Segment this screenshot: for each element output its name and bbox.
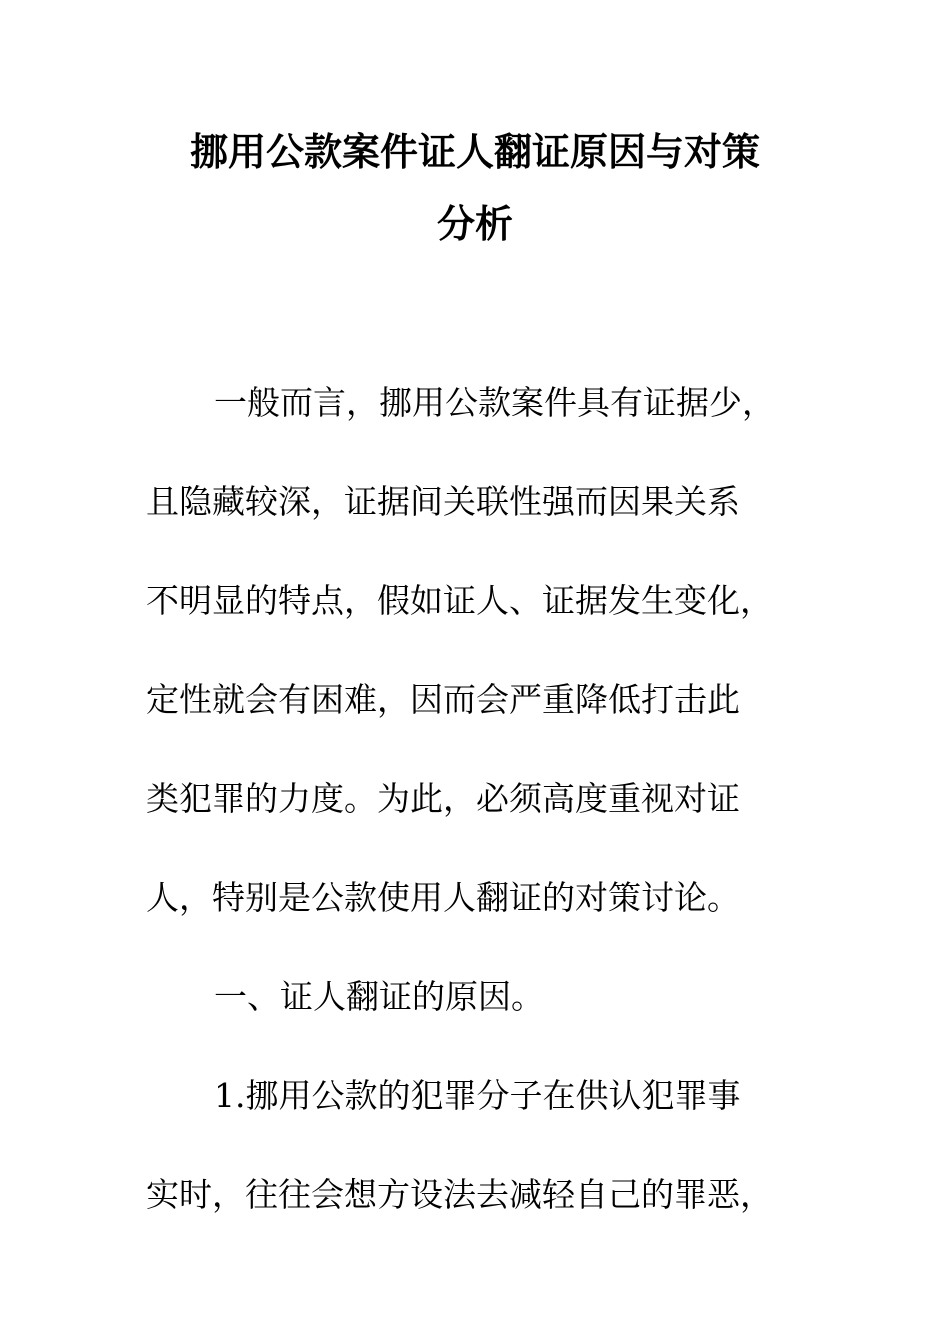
paragraph-1-line-5: 类犯罪的力度。为此，必须高度重视对证 — [146, 779, 740, 818]
document-title-line-2: 分析 — [436, 202, 513, 246]
paragraph-1-line-1: 一般而言，挪用公款案件具有证据少， — [214, 383, 775, 422]
paragraph-1-line-6: 人，特别是公款使用人翻证的对策讨论。 — [146, 878, 740, 917]
paragraph-1-line-4: 定性就会有困难，因而会严重降低打击此 — [146, 680, 740, 719]
paragraph-1-line-2: 且隐藏较深，证据间关联性强而因果关系 — [146, 482, 740, 521]
paragraph-2-line-2: 实时，往往会想方设法去减轻自己的罪恶， — [146, 1175, 773, 1214]
paragraph-1-line-3: 不明显的特点，假如证人、证据发生变化， — [146, 581, 773, 620]
paragraph-2-line-1: 1.挪用公款的犯罪分子在供认犯罪事 — [214, 1076, 741, 1115]
document-title-line-1: 挪用公款案件证人翻证原因与对策 — [189, 130, 760, 174]
section-heading-1: 一、证人翻证的原因。 — [214, 977, 544, 1016]
